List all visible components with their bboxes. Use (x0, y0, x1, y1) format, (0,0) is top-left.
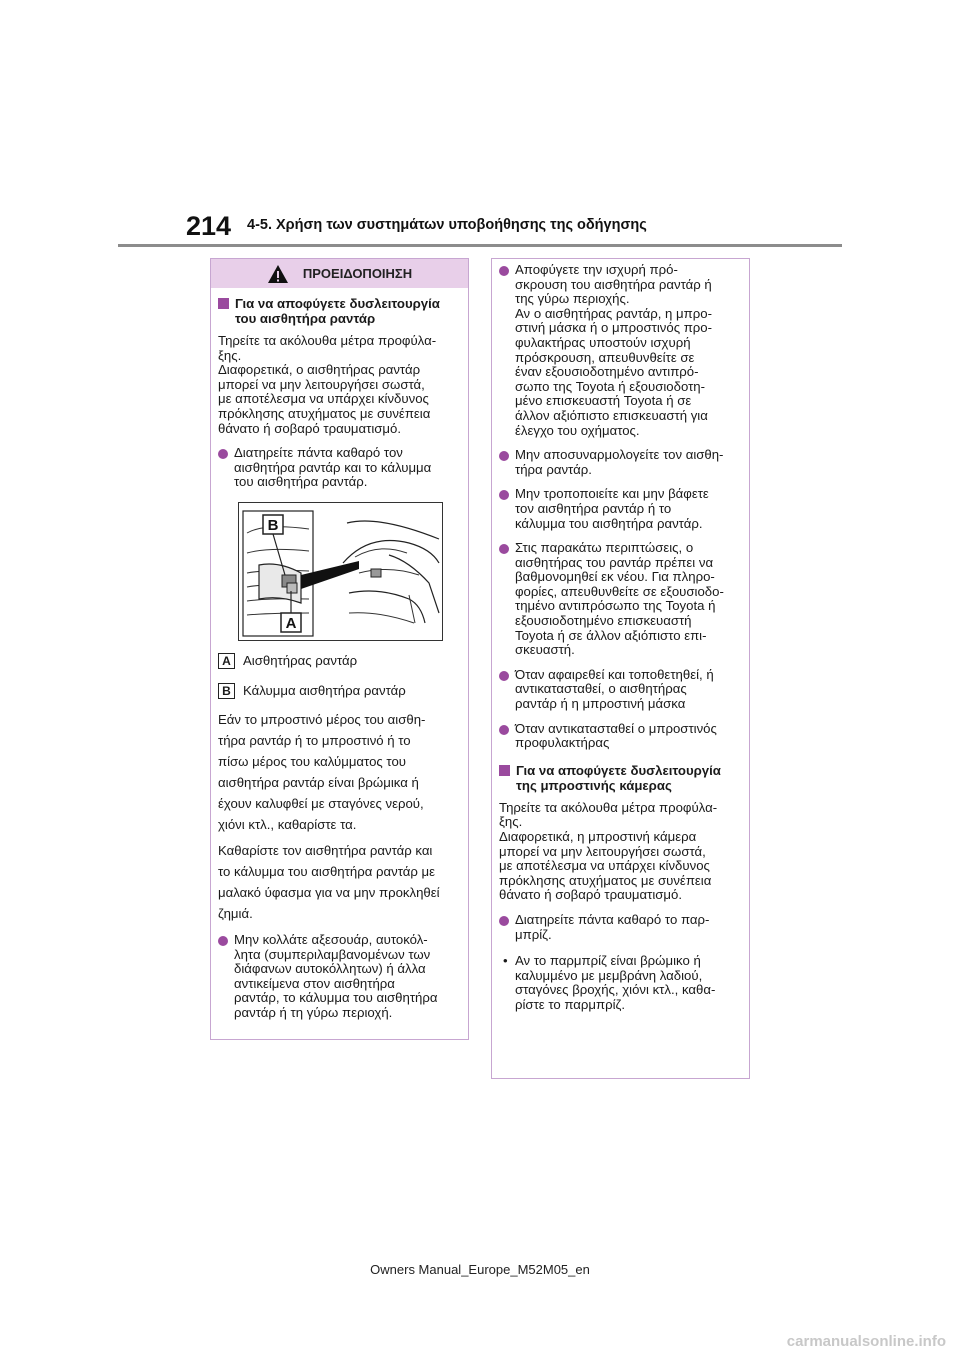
figure-label-b: B (267, 516, 279, 534)
list-item (499, 954, 741, 1012)
page-number: 214 (186, 211, 232, 241)
warning-triangle-icon (267, 264, 289, 284)
legend-text-b: Κάλυμμα αισθητήρα ραντάρ (243, 683, 406, 699)
round-bullet-icon (499, 671, 509, 681)
car-front-drawing (239, 503, 443, 641)
round-bullet-icon (499, 266, 509, 276)
list-item-text: Διατηρείτε πάντα καθαρό το παρ- μπρίζ. (515, 911, 710, 942)
figure-label-a: A (285, 614, 297, 632)
list-item-text: Αν το παρμπρίζ είναι βρώμικο ή καλυμμένο με μεμβράνη λαδιού, σταγόνες βροχής, χιόνι κτλ., καθα- ρίστε το παρμπρίζ. (515, 953, 716, 1012)
round-bullet-icon (499, 725, 509, 735)
legend-text-a: Αισθητήρας ραντάρ (243, 653, 358, 669)
list-item (499, 448, 741, 477)
watermark: carmanualsonline.info (786, 1333, 946, 1350)
square-bullet-icon (499, 765, 510, 776)
subheading-camera (499, 763, 741, 793)
legend-radar-cover (218, 683, 460, 699)
list-item (499, 668, 741, 712)
section-title: 4-5. Χρήση των συστημάτων υποβοήθησης της οδήγησης (247, 217, 647, 233)
footer-manual-id: Owners Manual_Europe_M52M05_en (370, 1262, 590, 1277)
paragraph-dirty-sensor: Εάν το μπροστινό μέρος του αισθη- τήρα ραντάρ ή το μπροστινό ή το πίσω μέρος του καλύμματος του αισθητήρα ραντάρ είναι βρώμικα ή έχουν καλυφθεί με σταγόνες νερού, χιόνι κτλ., καθαρίστε τα. (218, 711, 426, 832)
radar-sensor-illustration (238, 502, 443, 641)
paragraph-clean-sensor: Καθαρίστε τον αισθητήρα ραντάρ και το κάλυμμα του αισθητήρα ραντάρ με μαλακό ύφασμα για να μην προκληθεί ζημιά. (218, 842, 440, 921)
round-bullet-icon (499, 490, 509, 500)
list-item-text: Αποφύγετε την ισχυρή πρό- σκρουση του αισθητήρα ραντάρ ή της γύρω περιοχής. Αν ο αισθητήρας ραντάρ, η μπρο- στινή μάσκα ή ο μπροστινός προ- φυλακτήρας υποστούν ισχυρή πρόσκρουση, απευθυνθείτε σε έναν εξουσιοδοτημένο αντιπρό- σωπο της Toyota ή εξουσιοδοτη- μένο επισκευαστή Toyota ή σε άλλον αξιόπιστο επισκευαστή για έλεγχο του οχήματος. (515, 262, 713, 438)
subheading-camera-text: Για να αποφύγετε δυσλειτουργία της μπροστινής κάμερας (516, 762, 721, 793)
list-item (499, 541, 741, 658)
list-item-text: Διατηρείτε πάντα καθαρό τον αισθητήρα ραντάρ και το κάλυμμα του αισθητήρα ραντάρ. (234, 445, 432, 490)
list-item-text: Μην αποσυναρμολογείτε τον αισθη- τήρα ραντάρ. (515, 447, 724, 477)
round-bullet-icon (218, 936, 228, 946)
paragraph-radar-intro: Τηρείτε τα ακόλουθα μέτρα προφύλα- ξης. Διαφορετικά, ο αισθητήρας ραντάρ μπορεί να μην λειτουργήσει σωστά, με αποτέλεσμα να υπάρχει κίνδυνος πρόκλησης ατυχήματος με συνέπεια θάνατο ή σοβαρό τραυματισμό. (218, 333, 437, 436)
warning-box-left (210, 258, 469, 1040)
list-item (499, 263, 741, 438)
warning-box-right (491, 258, 750, 1079)
round-bullet-icon (499, 451, 509, 461)
paragraph-camera-intro: Τηρείτε τα ακόλουθα μέτρα προφύλα- ξης. Διαφορετικά, η μπροστινή κάμερα μπορεί να μην λειτουργήσει σωστά, με αποτέλεσμα να υπάρχει κίνδυνος πρόκλησης ατυχήματος με συνέπεια θάνατο ή σοβαρό τραυματισμό. (499, 799, 718, 903)
subheading-radar-text: Για να αποφύγετε δυσλειτουργία του αισθητήρα ραντάρ (235, 296, 440, 326)
header-divider (118, 244, 842, 247)
warning-header (211, 259, 468, 288)
list-item (499, 913, 741, 942)
list-item-text: Μην κολλάτε αξεσουάρ, αυτοκόλ- λητα (συμπεριλαμβανομένων των διάφανων αυτοκόλλητων) ή άλλα αντικείμενα στον αισθητήρα ραντάρ, το κάλυμμα του αισθητήρα ραντάρ ή τη γύρω περιοχή. (234, 931, 438, 1020)
small-bullet-marker: • (503, 953, 508, 969)
square-bullet-icon (218, 298, 229, 309)
list-item-text: Μην τροποποιείτε και μην βάφετε τον αισθητήρα ραντάρ ή το κάλυμμα του αισθητήρα ραντάρ. (515, 486, 709, 531)
round-bullet-icon (218, 449, 228, 459)
list-item-text: Όταν αντικατασταθεί ο μπροστινός προφυλακτήρας (515, 720, 717, 751)
list-item (218, 446, 460, 490)
list-item (499, 722, 741, 751)
legend-radar-sensor (218, 653, 460, 669)
list-item-text: Όταν αφαιρεθεί και τοποθετηθεί, ή αντικατασταθεί, ο αισθητήρας ραντάρ ή η μπροστινή μάσκα (515, 666, 714, 712)
list-item (218, 933, 460, 1021)
subheading-radar (218, 296, 460, 326)
round-bullet-icon (499, 544, 509, 554)
warning-title: ΠΡΟΕΙΔΟΠΟΙΗΣΗ (302, 266, 413, 281)
legend-key-a: A (218, 653, 235, 669)
legend-key-b: B (218, 683, 235, 699)
list-item-text: Στις παρακάτω περιπτώσεις, ο αισθητήρας του ραντάρ πρέπει να βαθμονομηθεί εκ νέου. Για πληρο- φορίες, απευθυνθείτε σε εξουσιοδο- τημένο αντιπρόσωπο της Toyota ή εξουσιοδοτημένο επισκευαστή Toyota ή σε άλλον αξιόπιστο επι- σκευαστή. (515, 540, 724, 658)
round-bullet-icon (499, 916, 509, 926)
list-item (499, 487, 741, 531)
